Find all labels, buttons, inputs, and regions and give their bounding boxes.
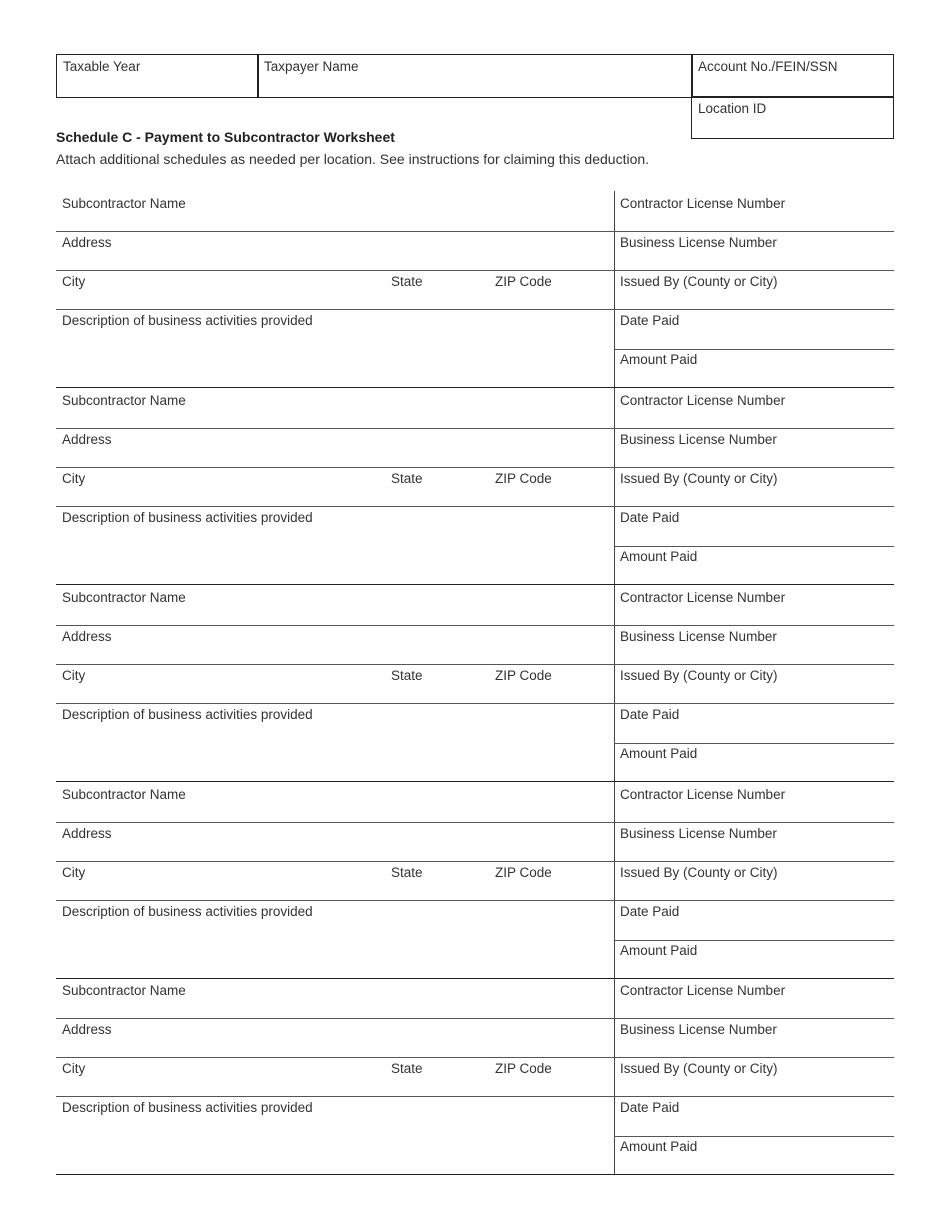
taxpayer-name-label: Taxpayer Name [264, 59, 359, 74]
description-field[interactable]: Description of business activities provided [62, 1100, 313, 1115]
address-field[interactable]: Address [62, 629, 112, 644]
city-field[interactable]: City [62, 274, 86, 289]
issued-by-field[interactable]: Issued By (County or City) [620, 668, 778, 683]
contractor-license-field[interactable]: Contractor License Number [620, 983, 786, 998]
issued-by-field[interactable]: Issued By (County or City) [620, 1061, 778, 1076]
state-field[interactable]: State [391, 1061, 423, 1076]
account-number-label: Account No./FEIN/SSN [698, 59, 838, 74]
row-divider [56, 625, 894, 626]
row-divider [614, 1136, 894, 1137]
amount-paid-field[interactable]: Amount Paid [620, 549, 698, 564]
amount-paid-field[interactable]: Amount Paid [620, 943, 698, 958]
row-divider [56, 900, 894, 901]
row-divider [614, 546, 894, 547]
column-divider [614, 191, 615, 388]
city-field[interactable]: City [62, 668, 86, 683]
row-divider [614, 743, 894, 744]
column-divider [614, 388, 615, 585]
business-license-field[interactable]: Business License Number [620, 432, 777, 447]
row-divider [614, 940, 894, 941]
contractor-license-field[interactable]: Contractor License Number [620, 590, 786, 605]
row-divider [56, 231, 894, 232]
row-divider [56, 270, 894, 271]
subcontractor-name-field[interactable]: Subcontractor Name [62, 196, 186, 211]
block-bottom-border [56, 1174, 894, 1175]
subcontractor-block [56, 191, 894, 388]
contractor-license-field[interactable]: Contractor License Number [620, 787, 786, 802]
business-license-field[interactable]: Business License Number [620, 1022, 777, 1037]
account-number-field[interactable] [691, 54, 894, 98]
subcontractor-name-field[interactable]: Subcontractor Name [62, 590, 186, 605]
address-field[interactable]: Address [62, 826, 112, 841]
row-divider [56, 1096, 894, 1097]
amount-paid-field[interactable]: Amount Paid [620, 1139, 698, 1154]
address-field[interactable]: Address [62, 1022, 112, 1037]
state-field[interactable]: State [391, 865, 423, 880]
row-divider [56, 1057, 894, 1058]
business-license-field[interactable]: Business License Number [620, 235, 777, 250]
description-field[interactable]: Description of business activities provided [62, 707, 313, 722]
taxpayer-name-field[interactable] [257, 54, 693, 98]
description-field[interactable]: Description of business activities provided [62, 904, 313, 919]
zip-field[interactable]: ZIP Code [495, 668, 552, 683]
page-title: Schedule C - Payment to Subcontractor Worksheet [56, 129, 395, 145]
subcontractor-block [56, 978, 894, 1175]
row-divider [56, 428, 894, 429]
subcontractor-name-field[interactable]: Subcontractor Name [62, 393, 186, 408]
column-divider [614, 585, 615, 782]
amount-paid-field[interactable]: Amount Paid [620, 352, 698, 367]
row-divider [56, 822, 894, 823]
city-field[interactable]: City [62, 1061, 86, 1076]
address-field[interactable]: Address [62, 235, 112, 250]
address-field[interactable]: Address [62, 432, 112, 447]
state-field[interactable]: State [391, 668, 423, 683]
city-field[interactable]: City [62, 471, 86, 486]
location-id-field[interactable] [691, 96, 894, 139]
row-divider [56, 1018, 894, 1019]
zip-field[interactable]: ZIP Code [495, 274, 552, 289]
zip-field[interactable]: ZIP Code [495, 1061, 552, 1076]
state-field[interactable]: State [391, 274, 423, 289]
subcontractor-name-field[interactable]: Subcontractor Name [62, 787, 186, 802]
issued-by-field[interactable]: Issued By (County or City) [620, 274, 778, 289]
issued-by-field[interactable]: Issued By (County or City) [620, 865, 778, 880]
location-id-label: Location ID [698, 101, 767, 116]
date-paid-field[interactable]: Date Paid [620, 904, 680, 919]
subcontractor-block [56, 782, 894, 979]
amount-paid-field[interactable]: Amount Paid [620, 746, 698, 761]
column-divider [614, 782, 615, 979]
subcontractor-block [56, 388, 894, 585]
issued-by-field[interactable]: Issued By (County or City) [620, 471, 778, 486]
description-field[interactable]: Description of business activities provided [62, 313, 313, 328]
row-divider [614, 349, 894, 350]
business-license-field[interactable]: Business License Number [620, 629, 777, 644]
date-paid-field[interactable]: Date Paid [620, 313, 680, 328]
city-field[interactable]: City [62, 865, 86, 880]
zip-field[interactable]: ZIP Code [495, 865, 552, 880]
taxable-year-field[interactable] [56, 54, 259, 98]
row-divider [56, 309, 894, 310]
row-divider [56, 664, 894, 665]
row-divider [56, 703, 894, 704]
description-field[interactable]: Description of business activities provided [62, 510, 313, 525]
subcontractor-block [56, 585, 894, 782]
date-paid-field[interactable]: Date Paid [620, 510, 680, 525]
row-divider [56, 506, 894, 507]
page-subtitle: Attach additional schedules as needed per location. See instructions for claiming this deduction. [56, 151, 650, 167]
contractor-license-field[interactable]: Contractor License Number [620, 196, 786, 211]
column-divider [614, 978, 615, 1175]
subcontractor-name-field[interactable]: Subcontractor Name [62, 983, 186, 998]
business-license-field[interactable]: Business License Number [620, 826, 777, 841]
date-paid-field[interactable]: Date Paid [620, 1100, 680, 1115]
contractor-license-field[interactable]: Contractor License Number [620, 393, 786, 408]
row-divider [56, 861, 894, 862]
zip-field[interactable]: ZIP Code [495, 471, 552, 486]
taxable-year-label: Taxable Year [63, 59, 141, 74]
date-paid-field[interactable]: Date Paid [620, 707, 680, 722]
row-divider [56, 467, 894, 468]
state-field[interactable]: State [391, 471, 423, 486]
